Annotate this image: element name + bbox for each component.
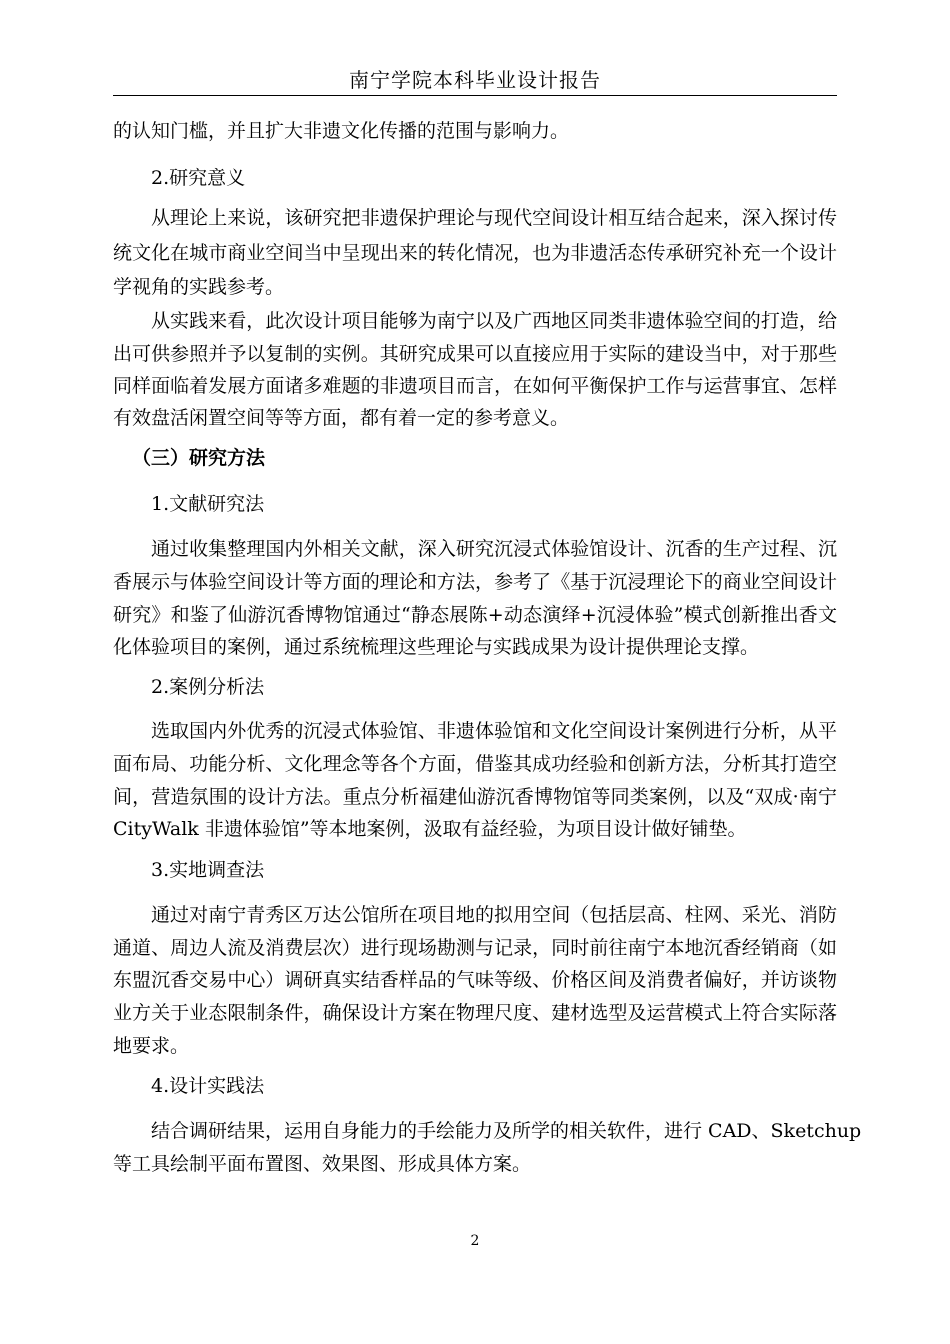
paragraph-line: 从实践来看，此次设计项目能够为南宁以及广西地区同类非遗体验空间的打造，给 (151, 310, 837, 332)
paragraph-line: 化体验项目的案例，通过系统梳理这些理论与实践成果为设计提供理论支撑。 (113, 636, 760, 658)
paragraph-line: 地要求。 (113, 1035, 190, 1057)
section-heading-research-methods: （三）研究方法 (132, 447, 266, 469)
subheading-literature-method: 1.文献研究法 (151, 493, 265, 515)
paragraph-line: 研究》和鉴了仙游沉香博物馆通过“静态展陈+动态演绎+沉浸体验”模式创新推出香文 (113, 604, 837, 626)
paragraph-line: 通过对南宁青秀区万达公馆所在项目地的拟用空间（包括层高、柱网、采光、消防 (151, 904, 837, 926)
paragraph-line: 出可供参照并予以复制的实例。其研究成果可以直接应用于实际的建设当中，对于那些 (113, 343, 837, 365)
paragraph-line: CityWalk 非遗体验馆”等本地案例，汲取有益经验，为项目设计做好铺垫。 (113, 818, 747, 840)
paragraph-line: 香展示与体验空间设计等方面的理论和方法，参考了《基于沉浸理论下的商业空间设计 (113, 571, 837, 593)
paragraph-line: 结合调研结果，运用自身能力的手绘能力及所学的相关软件，进行 CAD、Sketchup (151, 1120, 862, 1142)
paragraph-line: 选取国内外优秀的沉浸式体验馆、非遗体验馆和文化空间设计案例进行分析，从平 (151, 720, 837, 742)
paragraph-line: 东盟沉香交易中心）调研真实结香样品的气味等级、价格区间及消费者偏好，并访谈物 (113, 969, 837, 991)
paragraph-line: 业方关于业态限制条件，确保设计方案在物理尺度、建材选型及运营模式上符合实际落 (113, 1002, 837, 1024)
page-number: 2 (470, 1233, 480, 1249)
subheading-design-practice-method: 4.设计实践法 (151, 1075, 265, 1097)
paragraph-line: 的认知门槛，并且扩大非遗文化传播的范围与影响力。 (113, 120, 570, 142)
paragraph-line: 有效盘活闲置空间等等方面，都有着一定的参考意义。 (113, 407, 570, 429)
paragraph-line: 面布局、功能分析、文化理念等各个方面，借鉴其成功经验和创新方法，分析其打造空 (113, 753, 837, 775)
paragraph-line: 从理论上来说，该研究把非遗保护理论与现代空间设计相互结合起来，深入探讨传 (151, 207, 837, 229)
paragraph-line: 同样面临着发展方面诸多难题的非遗项目而言，在如何平衡保护工作与运营事宜、怎样 (113, 375, 837, 397)
paragraph-line: 等工具绘制平面布置图、效果图、形成具体方案。 (113, 1153, 532, 1175)
paragraph-line: 通过收集整理国内外相关文献，深入研究沉浸式体验馆设计、沉香的生产过程、沉 (151, 538, 837, 560)
paragraph-line: 统文化在城市商业空间当中呈现出来的转化情况，也为非遗活态传承研究补充一个设计 (113, 242, 837, 264)
running-header: 南宁学院本科毕业设计报告 (349, 68, 601, 92)
paragraph-line: 通道、周边人流及消费层次）进行现场勘测与记录，同时前往南宁本地沉香经销商（如 (113, 937, 837, 959)
subheading-field-survey-method: 3.实地调查法 (151, 859, 265, 881)
paragraph-line: 学视角的实践参考。 (113, 276, 285, 298)
subheading-research-significance: 2.研究意义 (151, 167, 246, 189)
header-divider (113, 95, 837, 96)
subheading-case-analysis-method: 2.案例分析法 (151, 676, 265, 698)
paragraph-line: 间，营造氛围的设计方法。重点分析福建仙游沉香博物馆等同类案例，以及“双成·南宁 (113, 786, 837, 808)
